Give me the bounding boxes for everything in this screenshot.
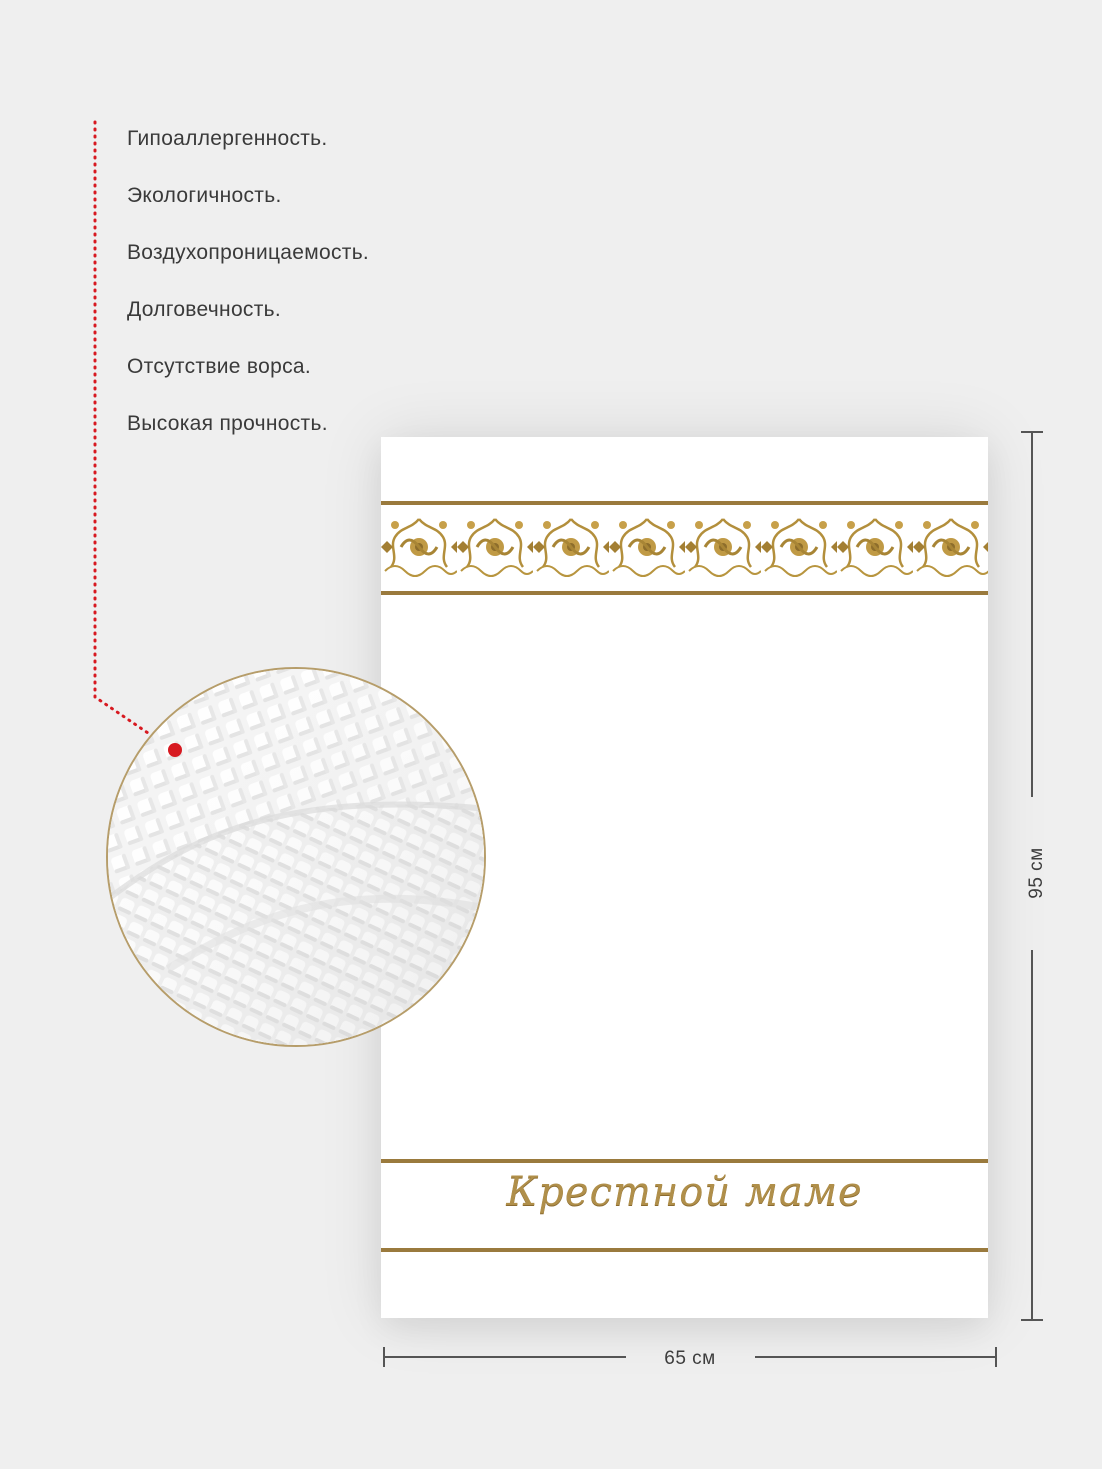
width-dimension-label: 65 см [664,1348,716,1369]
feature-item: Отсутствие ворса. [127,355,312,378]
height-dimension-label: 95 см [1026,847,1047,899]
feature-item: Гипоаллергенность. [127,127,328,150]
towel-inscription: Крестной маме [506,1169,863,1215]
feature-item: Долговечность. [127,298,282,321]
feature-item: Воздухопроницаемость. [127,241,370,264]
feature-item: Экологичность. [127,184,282,207]
feature-item: Высокая прочность. [127,412,328,435]
